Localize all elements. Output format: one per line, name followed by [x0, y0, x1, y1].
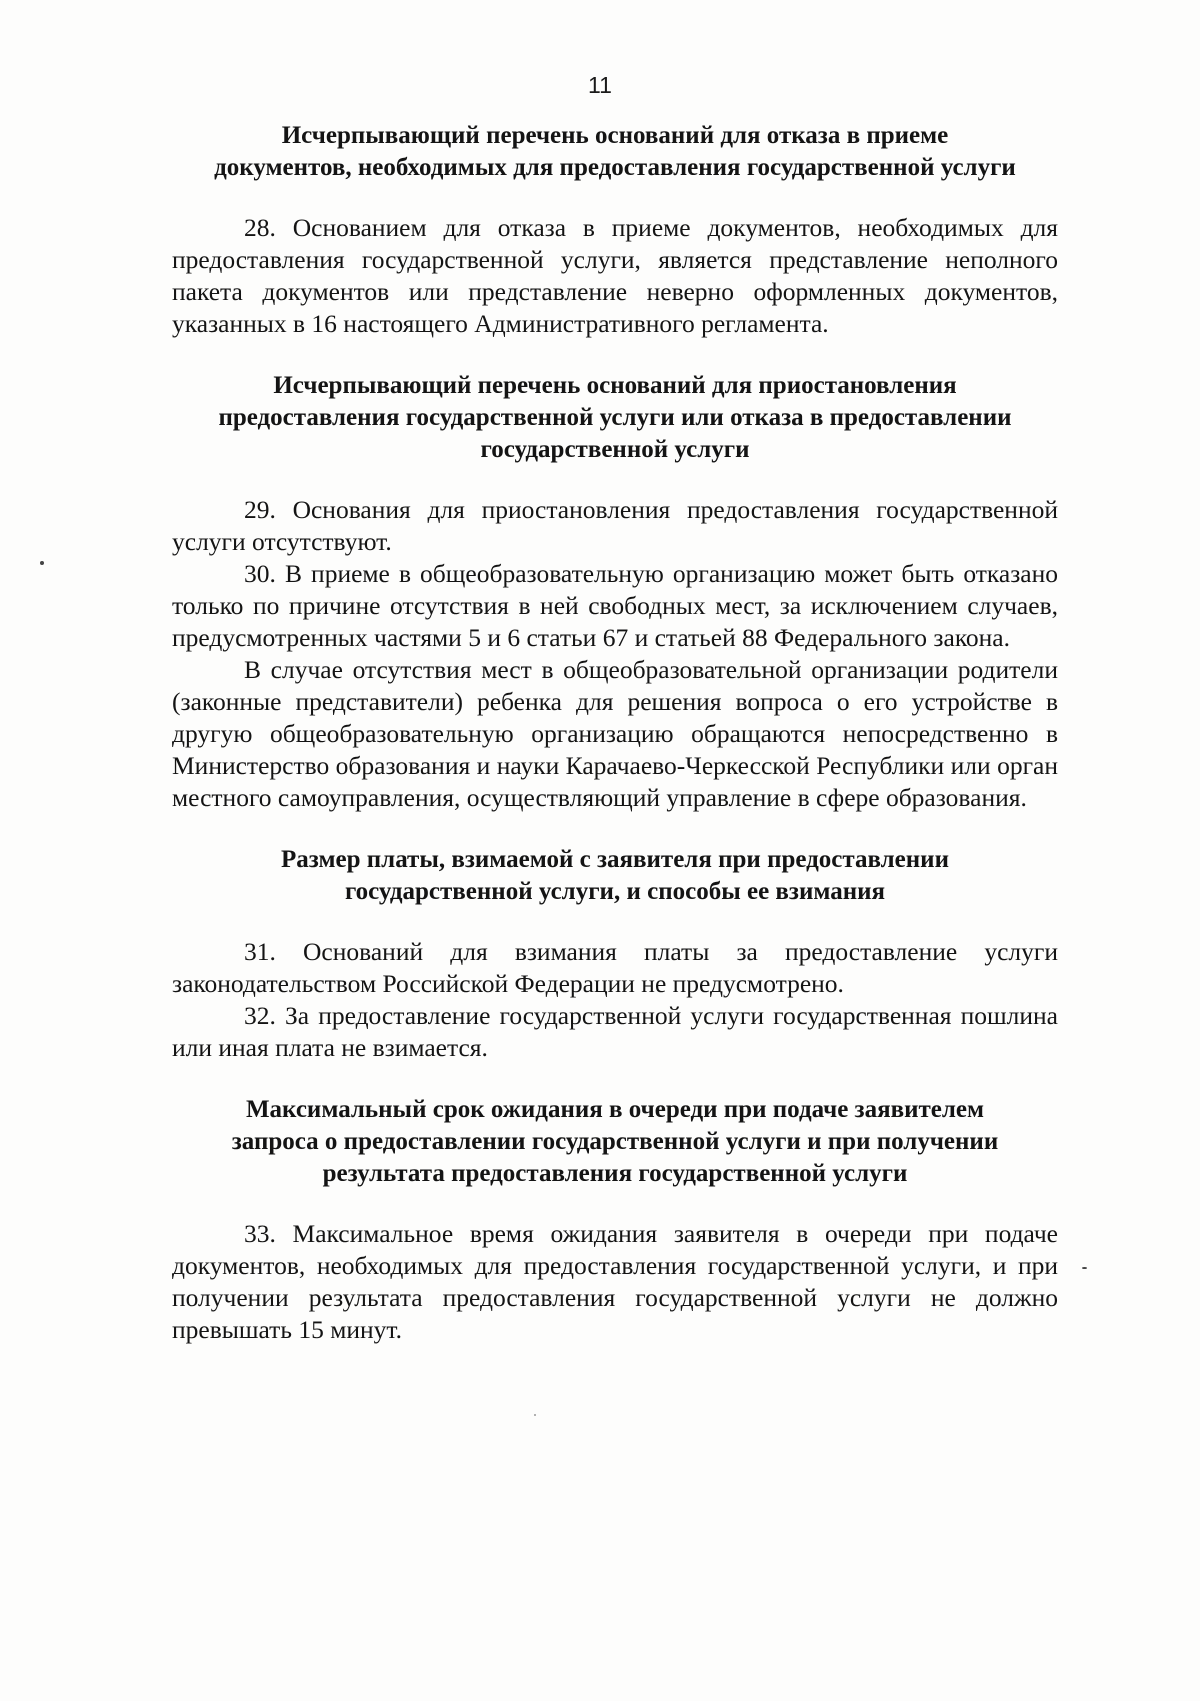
heading-line: Максимальный срок ожидания в очереди при подаче заявителем — [245, 1096, 985, 1123]
section-heading — [172, 370, 1058, 466]
document-body — [172, 120, 1058, 1346]
paragraph-no-places: В случае отсутствия мест в общеобразовательной организации родители (законные представители) ребенка для решения вопроса о его устройстве в другую общеобразовательную организацию обращаются непосредственно в Министерство образования и науки Карачаево-Черкесской Республики или орган местного самоуправления, осуществляющий управление в сфере образования. — [172, 655, 1058, 812]
section-refusal-to-accept — [172, 120, 1058, 340]
scan-speck — [534, 1414, 536, 1416]
paragraph-29: 29. Основания для приостановления предоставления государственной услуги отсутствуют. — [172, 495, 1058, 556]
paragraph-28: 28. Основанием для отказа в приеме документов, необходимых для предоставления государственной услуги, является представление неполного пакета документов или представление неверно оформленных документов, указанных в 16 настоящего Административного регламента. — [172, 213, 1058, 338]
section-fee — [172, 844, 1058, 1064]
paragraph-31: 31. Оснований для взимания платы за предоставление услуги законодательством Российской Федерации не предусмотрено. — [172, 937, 1058, 998]
section-heading — [172, 120, 1058, 184]
section-waiting-time — [172, 1094, 1058, 1346]
heading-line: Размер платы, взимаемой с заявителя при предоставлении — [281, 846, 949, 873]
scan-speck — [1082, 1267, 1087, 1269]
heading-line: документов, необходимых для предоставления государственной услуги — [214, 154, 1016, 181]
paragraph-30: 30. В приеме в общеобразовательную организацию может быть отказано только по причине отсутствия в ней свободных мест, за исключением случаев, предусмотренных частями 5 и 6 статьи 67 и статьей 88 Федерального закона. — [172, 559, 1058, 652]
scan-speck — [40, 561, 44, 565]
heading-line: государственной услуги — [480, 436, 750, 463]
section-suspension-or-refusal — [172, 370, 1058, 814]
section-heading — [172, 1094, 1058, 1190]
page-number: 11 — [588, 72, 612, 98]
paragraph-33: 33. Максимальное время ожидания заявителя в очереди при подаче документов, необходимых для предоставления государственной услуги, и при получении результата предоставления государственной услуги не должно превышать 15 минут. — [172, 1219, 1058, 1344]
heading-line: запроса о предоставлении государственной услуги и при получении — [231, 1128, 999, 1155]
heading-line: Исчерпывающий перечень оснований для отказа в приеме — [281, 122, 949, 149]
heading-line: Исчерпывающий перечень оснований для приостановления — [273, 372, 957, 399]
section-heading — [172, 844, 1058, 908]
heading-line: предоставления государственной услуги или отказа в предоставлении — [218, 404, 1012, 431]
paragraph-32: 32. За предоставление государственной услуги государственная пошлина или иная плата не взимается. — [172, 1001, 1058, 1062]
heading-line: государственной услуги, и способы ее взимания — [344, 878, 886, 905]
heading-line: результата предоставления государственной услуги — [322, 1160, 908, 1187]
